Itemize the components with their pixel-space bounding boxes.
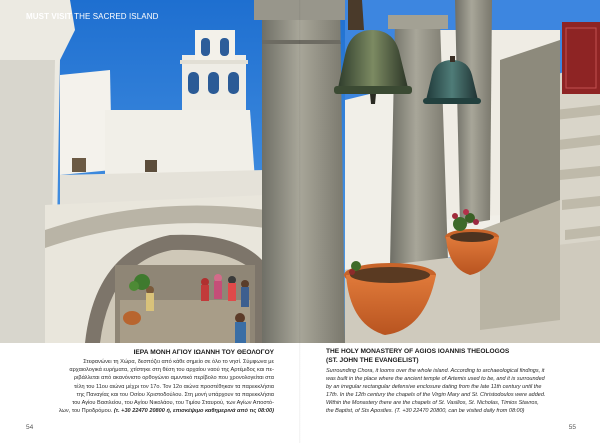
greek-contact-info: (τ. +30 22470 20800 ή, επισκέψιμο καθημερινά από τις 08:00) bbox=[113, 408, 274, 415]
greek-article-title: ΙΕΡΑ ΜΟΝΗ ΑΓΙΟΥ ΙΩΑΝΝΗ ΤΟΥ ΘΕΟΛΟΓΟΥ bbox=[133, 349, 274, 356]
greek-body-line: ριβάλλεται από ακανόνιστο ορθογώνιο αμυντικό περίβολο που χρονολογείται στα bbox=[73, 375, 274, 382]
english-body-line: by an irregular rectangular defensive enclosure dating from the late 11th century until the bbox=[326, 383, 542, 390]
section-label: MUST VISIT bbox=[26, 12, 72, 21]
greek-body-line: του Αγίου Βασιλείου, του Αγίου Νικολάου, του Τιμίου Σταυρού, των Αγίων Αποστό- bbox=[72, 400, 274, 407]
greek-body-line: αρχαιολογικά ευρήματα, χτίστηκε στη θέση του αρχαίου ναού της Αρτέμιδος και πε- bbox=[69, 367, 274, 374]
greek-body-line: της Παναγίας και του Οσίου Χριστοδούλου. Στη μονή υπάρχουν τα παρεκκλήσια bbox=[76, 391, 274, 398]
greek-body-line: τέλη του 11ου αιώνα μέχρι τον 17ο. Τον 12ο αιώνα προστέθηκαν τα παρεκκλήσια bbox=[73, 383, 274, 390]
english-body-line: was built in the place where the ancient temple of Artemis used to be, and it is surrounded bbox=[326, 375, 545, 382]
english-body-line: Within the Monastery there are the chapels of St. Vasilios, St. Nicholas, Timios Stavros, bbox=[326, 399, 539, 406]
english-body-line: Surrounding Chora, it looms over the whole island. According to archaeological findings, it bbox=[326, 368, 545, 374]
english-article-body bbox=[326, 368, 578, 415]
section-header bbox=[26, 12, 158, 21]
english-body-line: 17th. In the 12th century the chapels of the Virgin Mary and St. Christodoulos were added. bbox=[326, 391, 546, 398]
topic-label: THE SACRED ISLAND bbox=[74, 12, 159, 21]
page-number-right: 55 bbox=[568, 424, 576, 431]
greek-body-line-last bbox=[26, 407, 274, 415]
page-gutter bbox=[299, 0, 301, 443]
english-body-line: the Baptist, of Sts Apostles. (T. +30 22470 20800, can be visited daily from 08:00) bbox=[326, 407, 525, 414]
english-article-title bbox=[326, 348, 578, 365]
greek-body-line: Στεφανώνει τη Χώρα, δεσπόζει από κάθε σημείο σε όλο το νησί. Σύμφωνα με bbox=[83, 359, 274, 365]
english-title-subtitle: (ST. JOHN THE EVANGELIST) bbox=[326, 356, 419, 364]
greek-last-line-text: λων, του Προδρόμου. bbox=[58, 408, 113, 415]
greek-article-body bbox=[26, 358, 274, 415]
english-title-line: THE HOLY MONASTERY OF AGIOS IOANNIS THEOLOGOS bbox=[326, 348, 510, 355]
page-number-left: 54 bbox=[26, 424, 34, 431]
